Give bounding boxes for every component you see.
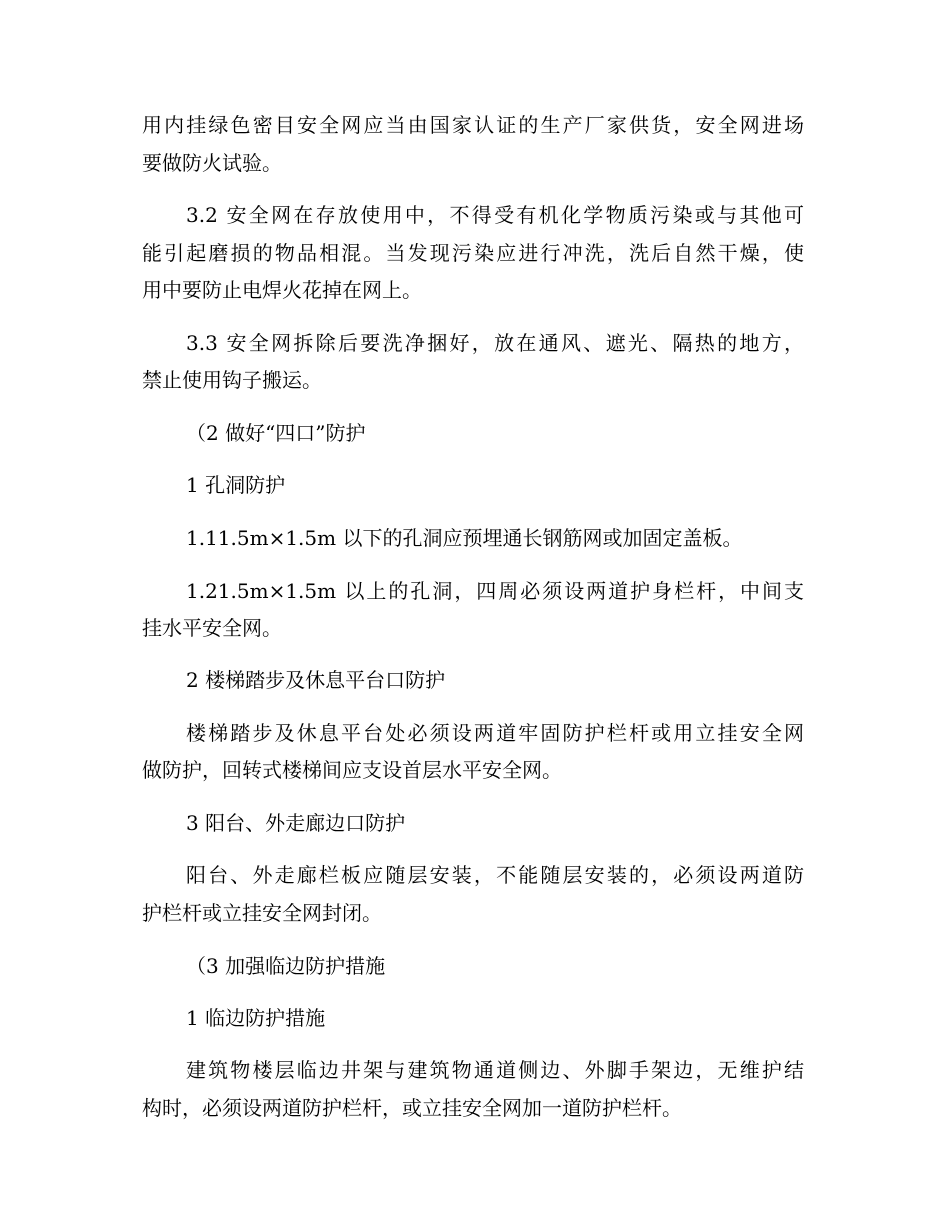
paragraph-line: 1.21.5m×1.5m 以上的孔洞，四周必须设两道护身栏杆，中间支 (186, 579, 804, 603)
paragraph-line: 挂水平安全网。 (142, 616, 282, 640)
paragraph-line: 建筑物楼层临边井架与建筑物通道侧边、外脚手架边，无维护结 (186, 1058, 804, 1082)
section-heading: （3 加强临边防护措施 (186, 954, 386, 978)
paragraph-line: 能引起磨损的物品相混。当发现污染应进行冲洗，洗后自然干燥，使 (142, 241, 804, 265)
paragraph-line: 护栏杆或立挂安全网封闭。 (142, 901, 382, 925)
paragraph-line: 用中要防止电焊火花掉在网上。 (142, 278, 422, 302)
paragraph-line: 3.2 安全网在存放使用中，不得受有机化学物质污染或与其他可 (186, 203, 804, 227)
paragraph-line: 禁止使用钩子搬运。 (142, 368, 322, 392)
section-heading: （2 做好“四口”防护 (186, 421, 366, 445)
paragraph-line: 用内挂绿色密目安全网应当由国家认证的生产厂家供货，安全网进场 (142, 113, 804, 137)
paragraph-line: 做防护，回转式楼梯间应支设首层水平安全网。 (142, 758, 562, 782)
subsection-heading: 2 楼梯踏步及休息平台口防护 (186, 668, 446, 692)
paragraph-line: 阳台、外走廊栏板应随层安装，不能随层安装的，必须设两道防 (186, 863, 804, 887)
subsection-heading: 3 阳台、外走廊边口防护 (186, 811, 406, 835)
subsection-heading: 1 孔洞防护 (186, 473, 286, 497)
paragraph-line: 楼梯踏步及休息平台处必须设两道牢固防护栏杆或用立挂安全网 (186, 721, 804, 745)
paragraph-line: 要做防火试验。 (142, 151, 282, 175)
paragraph-line: 1.11.5m×1.5m 以下的孔洞应预埋通长钢筋网或加固定盖板。 (186, 526, 743, 550)
paragraph-line: 3.3 安全网拆除后要洗净捆好，放在通风、遮光、隔热的地方， (186, 331, 804, 355)
subsection-heading: 1 临边防护措施 (186, 1006, 326, 1030)
paragraph-line: 构时，必须设两道防护栏杆，或立挂安全网加一道防护栏杆。 (142, 1096, 682, 1120)
